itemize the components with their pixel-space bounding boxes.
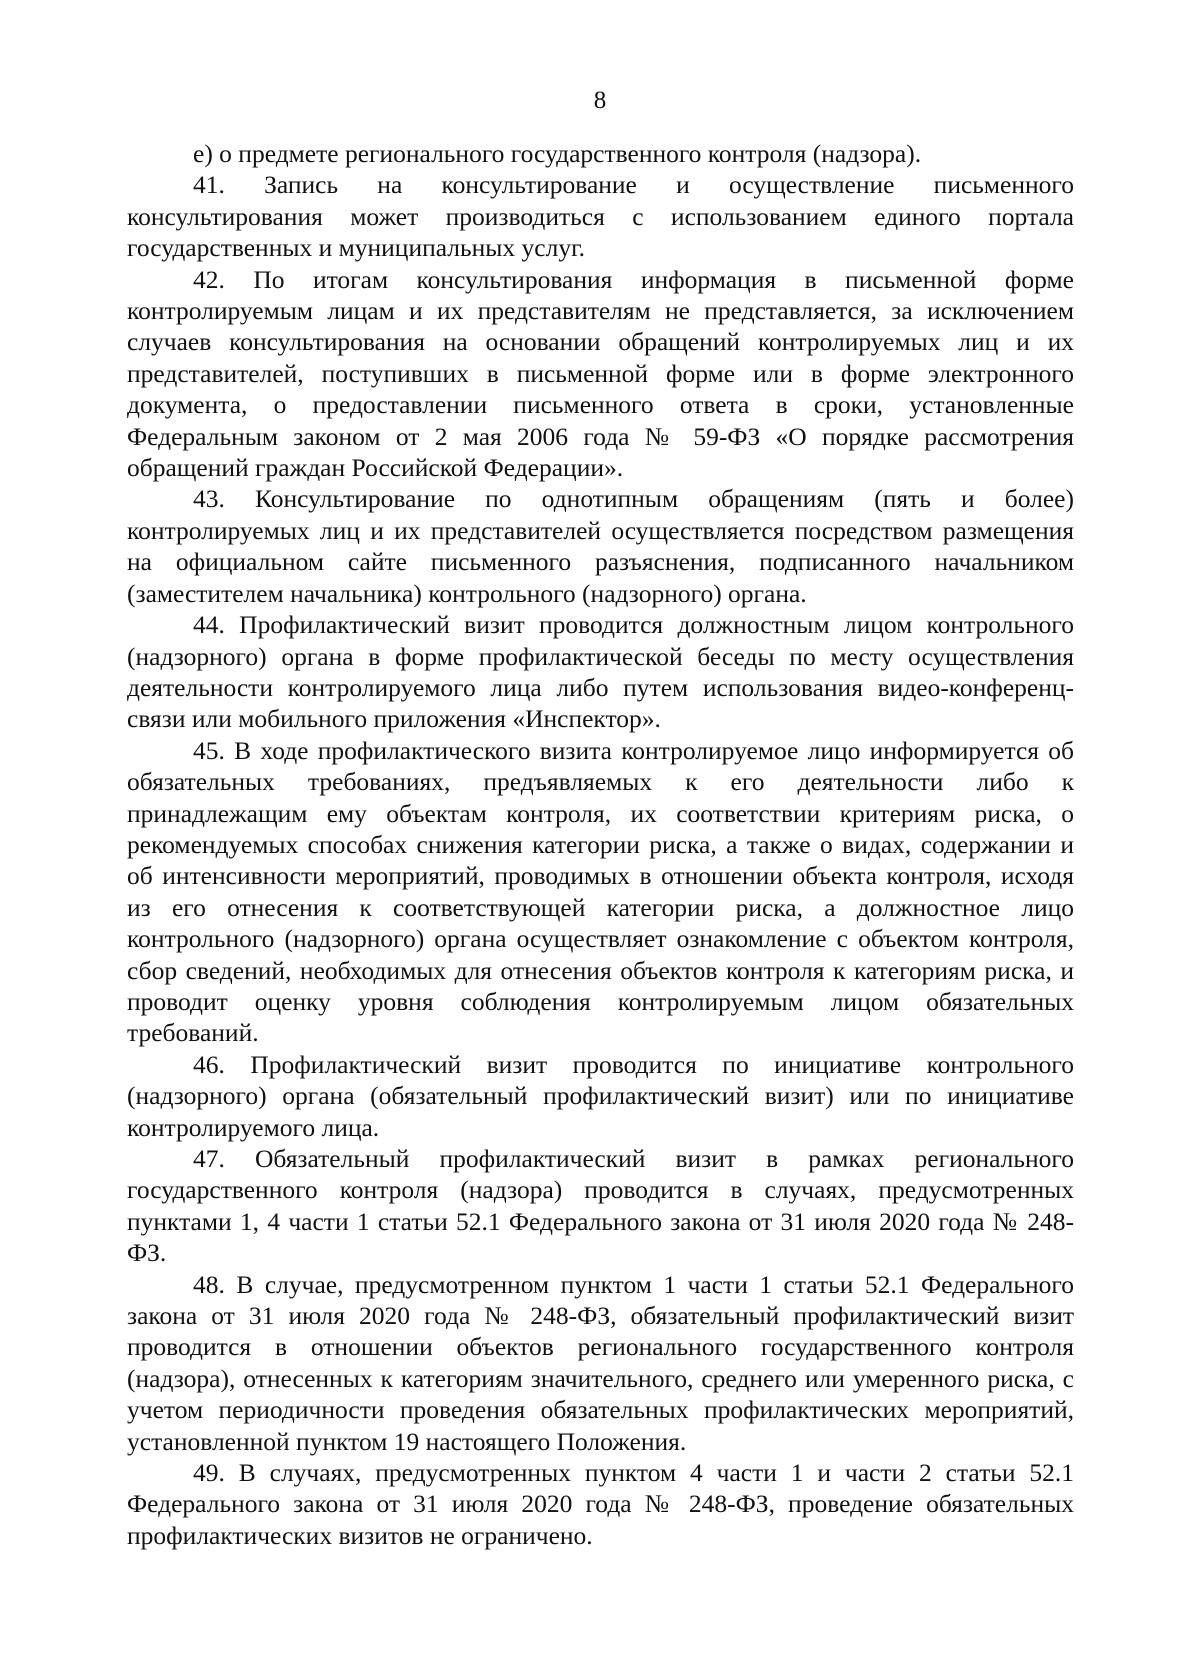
page-number: 8 — [593, 87, 607, 114]
paragraph-47: 47. Обязательный профилактический визит в рамках регионального государственного контроля (надзора) проводится в случаях, предусмотренных пунктами 1, 4 части 1 статьи 52.1 Федерального закона от 31 июля 2020 года № 248-ФЗ. — [127, 1144, 1074, 1268]
paragraph-46: 46. Профилактический визит проводится по инициативе контрольного (надзорного) органа (обязательный профилактический визит) или по инициативе контролируемого лица. — [127, 1049, 1074, 1142]
paragraph-e: е) о предмете регионального государственного контроля (надзора). — [193, 139, 922, 168]
paragraph-44: 44. Профилактический визит проводится должностным лицом контрольного (надзорного) органа в форме профилактической беседы по месту осуществления деятельности контролируемого лица либо путем использования видео-конференц-связи или мобильного приложения «Инспектор». — [127, 610, 1074, 734]
paragraph-41: 41. Запись на консультирование и осуществление письменного консультирования может производиться с использованием единого портала государственных и муниципальных услуг. — [127, 170, 1074, 263]
document-body — [127, 138, 1074, 1551]
paragraph-43: 43. Консультирование по однотипным обращениям (пять и более) контролируемых лиц и их представителей осуществляется посредством размещения на официальном сайте письменного разъяснения, подписанного начальником (заместителем начальника) контрольного (надзорного) органа. — [127, 484, 1074, 608]
paragraph-42: 42. По итогам консультирования информация в письменной форме контролируемым лицам и их представителям не представляется, за исключением случаев консультирования на основании обращений контролируемых лиц и их представителей, поступивших в письменной форме или в форме электронного документа, о предоставлении письменного ответа в сроки, установленные Федеральным законом от 2 мая 2006 года № 59-ФЗ «О порядке рассмотрения обращений граждан Российской Федерации». — [127, 264, 1074, 483]
paragraph-49: 49. В случаях, предусмотренных пунктом 4 части 1 и части 2 статьи 52.1 Федерального закона от 31 июля 2020 года № 248-ФЗ, проведение обязательных профилактических визитов не ограничено. — [127, 1458, 1074, 1550]
paragraph-48: 48. В случае, предусмотренном пунктом 1 части 1 статьи 52.1 Федерального закона от 31 июля 2020 года № 248-ФЗ, обязательный профилактический визит проводится в отношении объектов регионального государственного контроля (надзора), отнесенных к категориям значительного, среднего или умеренного риска, с учетом периодичности проведения обязательных профилактических мероприятий, установленной пунктом 19 настоящего Положения. — [127, 1269, 1074, 1456]
paragraph-45: 45. В ходе профилактического визита контролируемое лицо информируется об обязательных требованиях, предъявляемых к его деятельности либо к принадлежащим ему объектам контроля, их соответствии критериям риска, о рекомендуемых способах снижения категории риска, а также о видах, содержании и об интенсивности мероприятий, проводимых в отношении объекта контроля, исходя из его отнесения к соответствующей категории риска, а должностное лицо контрольного (надзорного) органа осуществляет ознакомление с объектом контроля, сбор сведений, необходимых для отнесения объектов контроля к категориям риска, и проводит оценку уровня соблюдения контролируемым лицом обязательных требований. — [127, 735, 1074, 1048]
